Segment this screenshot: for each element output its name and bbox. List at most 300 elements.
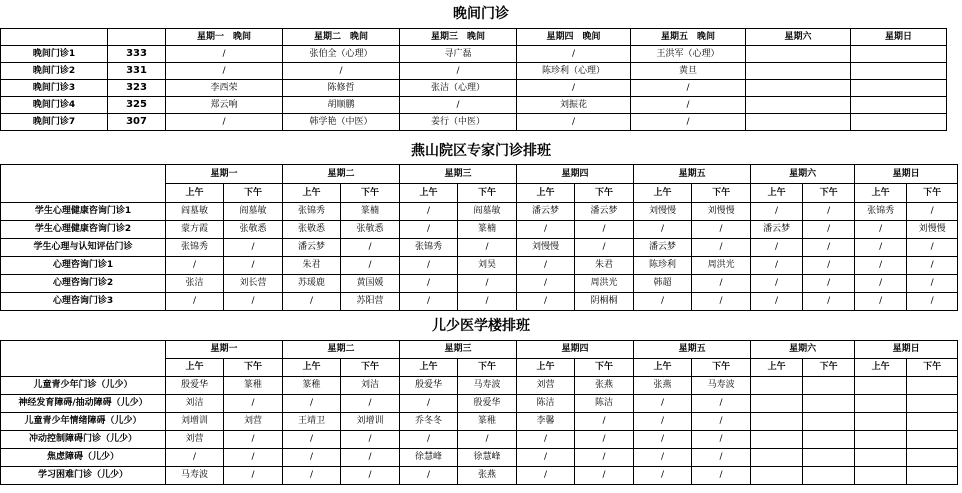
day-header: 星期三	[400, 341, 517, 359]
schedule-cell: /	[855, 293, 907, 311]
evening-clinic-title: 晚间门诊	[453, 6, 509, 22]
schedule-cell: /	[341, 257, 400, 275]
schedule-cell: 韩超	[634, 275, 692, 293]
day-header: 星期六	[751, 165, 855, 184]
schedule-cell: 周洪光	[692, 257, 751, 275]
table-row	[1, 395, 958, 413]
schedule-cell: /	[634, 467, 692, 485]
table-row	[1, 431, 958, 449]
schedule-cell: /	[458, 293, 517, 311]
schedule-cell: 张燕	[575, 377, 634, 395]
schedule-cell	[803, 467, 855, 485]
schedule-cell: /	[517, 257, 575, 275]
schedule-cell	[855, 377, 907, 395]
am-header: 上午	[855, 359, 907, 377]
schedule-cell: /	[907, 239, 958, 257]
am-header: 上午	[283, 184, 341, 203]
schedule-cell	[851, 97, 947, 114]
schedule-cell: /	[907, 203, 958, 221]
schedule-cell: /	[803, 293, 855, 311]
schedule-cell: /	[283, 63, 400, 80]
pm-header: 下午	[458, 184, 517, 203]
schedule-cell: 马寿波	[692, 377, 751, 395]
day-header: 星期一 晚间	[166, 29, 283, 46]
schedule-cell: /	[400, 257, 458, 275]
schedule-cell: 马寿波	[458, 377, 517, 395]
schedule-cell: /	[400, 97, 517, 114]
schedule-cell	[851, 46, 947, 63]
schedule-cell: /	[400, 431, 458, 449]
clinic-name-cell: 学生心理健康咨询门诊2	[1, 221, 166, 239]
day-header: 星期二 晚间	[283, 29, 400, 46]
pm-header: 下午	[575, 184, 634, 203]
schedule-cell: 阴桐桐	[575, 293, 634, 311]
schedule-cell: /	[855, 257, 907, 275]
schedule-cell: /	[631, 114, 746, 131]
schedule-cell	[751, 431, 803, 449]
pm-header: 下午	[341, 184, 400, 203]
schedule-cell: /	[855, 275, 907, 293]
day-header-row	[1, 165, 958, 184]
schedule-cell: /	[224, 431, 283, 449]
schedule-cell	[851, 114, 947, 131]
am-header: 上午	[166, 359, 224, 377]
am-header: 上午	[751, 359, 803, 377]
schedule-cell: /	[692, 221, 751, 239]
schedule-cell	[803, 377, 855, 395]
schedule-cell: /	[692, 275, 751, 293]
pm-header: 下午	[692, 184, 751, 203]
schedule-cell: /	[751, 257, 803, 275]
schedule-cell: 张洁	[166, 275, 224, 293]
schedule-cell: 刘昊	[458, 257, 517, 275]
schedule-cell: /	[634, 293, 692, 311]
table-row	[1, 80, 947, 97]
clinic-name-cell: 晚间门诊7	[1, 114, 108, 131]
schedule-cell: /	[751, 239, 803, 257]
schedule-cell: /	[517, 275, 575, 293]
schedule-cell: /	[458, 275, 517, 293]
pm-header: 下午	[458, 359, 517, 377]
schedule-cell: /	[517, 293, 575, 311]
table-row	[1, 221, 958, 239]
yanshan-schedule-table	[0, 164, 958, 311]
schedule-cell: /	[751, 203, 803, 221]
schedule-cell: 阎墓敏	[458, 203, 517, 221]
evening-header-row	[1, 29, 947, 46]
schedule-cell: /	[400, 293, 458, 311]
schedule-cell: 韩学艳（中医）	[283, 114, 400, 131]
schedule-cell: 黄旦	[631, 63, 746, 80]
schedule-cell: 刘营	[166, 431, 224, 449]
schedule-cell: 篆楠	[458, 221, 517, 239]
schedule-cell	[746, 80, 851, 97]
schedule-cell: 朱君	[283, 257, 341, 275]
schedule-cell: /	[803, 257, 855, 275]
schedule-cell: /	[575, 467, 634, 485]
schedule-cell: /	[751, 293, 803, 311]
schedule-cell: /	[907, 257, 958, 275]
schedule-cell: /	[634, 431, 692, 449]
schedule-cell	[855, 467, 907, 485]
schedule-cell: 陈珍利（心理）	[517, 63, 631, 80]
am-header: 上午	[634, 184, 692, 203]
schedule-cell: 殷爱华	[166, 377, 224, 395]
clinic-name-cell: 儿童青少年情绪障碍（儿少）	[1, 413, 166, 431]
schedule-cell: /	[575, 431, 634, 449]
schedule-cell: 阎墓敏	[166, 203, 224, 221]
schedule-cell: /	[166, 449, 224, 467]
schedule-cell: /	[166, 46, 283, 63]
clinic-name-cell: 心理咨询门诊1	[1, 257, 166, 275]
schedule-cell: 苏瑗鹿	[283, 275, 341, 293]
schedule-cell: 刘增训	[341, 413, 400, 431]
schedule-cell: /	[341, 467, 400, 485]
day-header: 星期二	[283, 341, 400, 359]
day-header: 星期日	[851, 29, 947, 46]
schedule-cell: /	[224, 449, 283, 467]
schedule-cell: 郑云响	[166, 97, 283, 114]
room-number-cell: 325	[108, 97, 166, 114]
table-row	[1, 377, 958, 395]
day-header: 星期三	[400, 165, 517, 184]
day-header: 星期日	[855, 341, 958, 359]
schedule-cell	[851, 80, 947, 97]
schedule-cell	[751, 413, 803, 431]
yanshan-schedule-title: 燕山院区专家门诊排班	[411, 143, 551, 159]
schedule-cell: 寻广磊	[400, 46, 517, 63]
schedule-cell: 张燕	[634, 377, 692, 395]
schedule-cell: /	[692, 431, 751, 449]
am-header: 上午	[283, 359, 341, 377]
schedule-cell: 蒙方霞	[166, 221, 224, 239]
schedule-cell: 刘营	[224, 413, 283, 431]
schedule-cell: 张敬悉	[224, 221, 283, 239]
day-header: 星期四	[517, 341, 634, 359]
table-row	[1, 203, 958, 221]
schedule-cell: 张锦秀	[166, 239, 224, 257]
schedule-cell: /	[283, 449, 341, 467]
clinic-name-cell: 儿童青少年门诊（儿少）	[1, 377, 166, 395]
schedule-cell: 刘慢慢	[692, 203, 751, 221]
schedule-cell: 刘营	[517, 377, 575, 395]
schedule-cell: 乔冬冬	[400, 413, 458, 431]
schedule-cell	[751, 395, 803, 413]
schedule-cell: /	[283, 431, 341, 449]
clinic-name-cell: 焦虑障碍（儿少）	[1, 449, 166, 467]
schedule-cell	[907, 377, 958, 395]
schedule-cell: 姜行（中医）	[400, 114, 517, 131]
schedule-cell: 徐慧峰	[458, 449, 517, 467]
schedule-cell: 刘洁	[341, 377, 400, 395]
schedule-cell: /	[517, 46, 631, 63]
am-header: 上午	[400, 184, 458, 203]
schedule-cell: 李馨	[517, 413, 575, 431]
schedule-cell: 张锦秀	[855, 203, 907, 221]
schedule-cell: /	[283, 293, 341, 311]
corner-cell	[1, 165, 166, 203]
clinic-name-cell: 晚间门诊1	[1, 46, 108, 63]
schedule-cell: 篆稚	[458, 413, 517, 431]
room-number-cell: 323	[108, 80, 166, 97]
schedule-cell: 刘增训	[166, 413, 224, 431]
schedule-cell: /	[634, 221, 692, 239]
pm-header: 下午	[803, 359, 855, 377]
clinic-name-cell: 心理咨询门诊2	[1, 275, 166, 293]
schedule-cell: 潘云梦	[634, 239, 692, 257]
table-row	[1, 63, 947, 80]
schedule-cell: 马寿波	[166, 467, 224, 485]
schedule-cell: 张敬悉	[283, 221, 341, 239]
pm-header: 下午	[224, 184, 283, 203]
pm-header: 下午	[907, 184, 958, 203]
schedule-cell: /	[575, 239, 634, 257]
schedule-cell: /	[400, 221, 458, 239]
schedule-cell: /	[400, 395, 458, 413]
pm-header: 下午	[575, 359, 634, 377]
clinic-name-cell: 学生心理健康咨询门诊1	[1, 203, 166, 221]
schedule-cell: /	[634, 449, 692, 467]
children-schedule-title: 儿少医学楼排班	[432, 318, 530, 334]
schedule-cell: /	[634, 413, 692, 431]
schedule-cell: 周洪光	[575, 275, 634, 293]
schedule-cell	[746, 63, 851, 80]
day-header: 星期四 晚间	[517, 29, 631, 46]
am-header: 上午	[751, 184, 803, 203]
clinic-name-cell: 神经发育障碍/抽动障碍（儿少）	[1, 395, 166, 413]
room-number-cell: 333	[108, 46, 166, 63]
schedule-cell: /	[634, 395, 692, 413]
schedule-cell: /	[341, 431, 400, 449]
schedule-cell: 张伯全（心理）	[283, 46, 400, 63]
schedule-cell	[907, 467, 958, 485]
schedule-cell: /	[224, 257, 283, 275]
schedule-cell: /	[458, 239, 517, 257]
am-header: 上午	[517, 359, 575, 377]
schedule-cell: 张燕	[458, 467, 517, 485]
corner-cell	[1, 341, 166, 377]
pm-header: 下午	[692, 359, 751, 377]
schedule-cell	[907, 431, 958, 449]
table-row	[1, 114, 947, 131]
schedule-cell	[907, 413, 958, 431]
schedule-cell	[803, 431, 855, 449]
pm-header: 下午	[224, 359, 283, 377]
schedule-cell: 陈修哲	[283, 80, 400, 97]
pm-header: 下午	[907, 359, 958, 377]
table-row	[1, 46, 947, 63]
schedule-cell: 篆稚	[224, 377, 283, 395]
schedule-cell: 陈洁	[517, 395, 575, 413]
pm-header: 下午	[341, 359, 400, 377]
schedule-cell: /	[575, 221, 634, 239]
schedule-cell: /	[575, 449, 634, 467]
schedule-cell: 篆楠	[341, 203, 400, 221]
table-row	[1, 413, 958, 431]
table-row	[1, 467, 958, 485]
clinic-name-cell: 晚间门诊2	[1, 63, 108, 80]
table-row	[1, 449, 958, 467]
schedule-cell: 刘长营	[224, 275, 283, 293]
schedule-cell: /	[458, 431, 517, 449]
schedule-cell: /	[517, 114, 631, 131]
day-header-row	[1, 341, 958, 359]
day-header: 星期一	[166, 165, 283, 184]
schedule-cell: 殷爱华	[400, 377, 458, 395]
schedule-cell: /	[517, 467, 575, 485]
am-header: 上午	[166, 184, 224, 203]
day-header: 星期二	[283, 165, 400, 184]
am-header: 上午	[634, 359, 692, 377]
schedule-cell: /	[631, 80, 746, 97]
schedule-cell: 苏阳营	[341, 293, 400, 311]
schedule-cell: /	[166, 257, 224, 275]
schedule-cell	[746, 114, 851, 131]
room-number-cell: 331	[108, 63, 166, 80]
schedule-cell	[751, 377, 803, 395]
schedule-cell	[751, 449, 803, 467]
schedule-cell: /	[751, 275, 803, 293]
schedule-cell: /	[907, 275, 958, 293]
schedule-cell: 朱君	[575, 257, 634, 275]
schedule-cell: /	[224, 467, 283, 485]
schedule-cell: /	[575, 413, 634, 431]
day-header: 星期日	[855, 165, 958, 184]
schedule-cell	[746, 46, 851, 63]
table-row	[1, 257, 958, 275]
am-header: 上午	[400, 359, 458, 377]
schedule-cell: 刘慢慢	[517, 239, 575, 257]
schedule-cell: 张锦秀	[400, 239, 458, 257]
schedule-cell: /	[631, 97, 746, 114]
schedule-cell: /	[224, 293, 283, 311]
clinic-name-cell: 学习困难门诊（儿少）	[1, 467, 166, 485]
schedule-cell: /	[400, 275, 458, 293]
schedule-cell	[907, 395, 958, 413]
schedule-cell: 刘慢慢	[634, 203, 692, 221]
schedule-cell	[803, 413, 855, 431]
schedule-cell: /	[400, 467, 458, 485]
room-header-cell	[108, 29, 166, 46]
schedule-cell: /	[517, 449, 575, 467]
schedule-cell: /	[166, 114, 283, 131]
table-row	[1, 97, 947, 114]
schedule-cell: 黄国媛	[341, 275, 400, 293]
schedule-cell: /	[692, 467, 751, 485]
corner-cell	[1, 29, 108, 46]
schedule-cell: 张锦秀	[283, 203, 341, 221]
schedule-cell	[907, 449, 958, 467]
day-header: 星期五	[634, 341, 751, 359]
schedule-cell: /	[283, 395, 341, 413]
schedule-cell: 潘云梦	[751, 221, 803, 239]
schedule-cell: /	[803, 239, 855, 257]
schedule-cell: 篆稚	[283, 377, 341, 395]
schedule-cell: /	[855, 239, 907, 257]
day-header: 星期六	[751, 341, 855, 359]
schedule-cell: 徐慧峰	[400, 449, 458, 467]
schedule-cell: /	[855, 221, 907, 239]
schedule-cell: /	[803, 203, 855, 221]
schedule-cell: 刘洁	[166, 395, 224, 413]
schedule-cell: /	[166, 63, 283, 80]
schedule-cell: 潘云梦	[517, 203, 575, 221]
schedule-cell: 刘振花	[517, 97, 631, 114]
schedule-cell: /	[803, 275, 855, 293]
schedule-cell	[855, 413, 907, 431]
schedule-cell: /	[224, 239, 283, 257]
schedule-cell: /	[166, 293, 224, 311]
schedule-cell	[855, 431, 907, 449]
schedule-cell: /	[692, 395, 751, 413]
schedule-cell: 刘慢慢	[907, 221, 958, 239]
schedule-cell: /	[341, 395, 400, 413]
day-header: 星期五 晚间	[631, 29, 746, 46]
am-header: 上午	[517, 184, 575, 203]
pm-header: 下午	[803, 184, 855, 203]
schedule-cell: /	[341, 449, 400, 467]
schedule-cell	[746, 97, 851, 114]
schedule-cell: 潘云梦	[283, 239, 341, 257]
table-row	[1, 239, 958, 257]
schedule-cell	[851, 63, 947, 80]
clinic-name-cell: 学生心理与认知评估门诊	[1, 239, 166, 257]
schedule-cell: 王靖卫	[283, 413, 341, 431]
schedule-cell: 殷爱华	[458, 395, 517, 413]
room-number-cell: 307	[108, 114, 166, 131]
schedule-cell: 胡顺鹏	[283, 97, 400, 114]
schedule-cell: /	[692, 449, 751, 467]
schedule-cell: 王洪军（心理）	[631, 46, 746, 63]
schedule-cell	[855, 395, 907, 413]
schedule-cell: /	[692, 239, 751, 257]
day-header: 星期三 晚间	[400, 29, 517, 46]
schedule-cell: 阎墓敏	[224, 203, 283, 221]
clinic-name-cell: 冲动控制障碍门诊（儿少）	[1, 431, 166, 449]
schedule-cell: /	[517, 221, 575, 239]
schedule-cell: /	[283, 467, 341, 485]
schedule-cell: /	[400, 203, 458, 221]
schedule-cell	[751, 467, 803, 485]
day-header: 星期一	[166, 341, 283, 359]
schedule-cell: /	[341, 239, 400, 257]
schedule-cell: 陈洁	[575, 395, 634, 413]
schedule-cell: /	[803, 221, 855, 239]
clinic-name-cell: 晚间门诊3	[1, 80, 108, 97]
schedule-cell: /	[400, 63, 517, 80]
schedule-cell: /	[517, 80, 631, 97]
table-row	[1, 275, 958, 293]
schedule-cell	[803, 395, 855, 413]
clinic-name-cell: 心理咨询门诊3	[1, 293, 166, 311]
day-header: 星期四	[517, 165, 634, 184]
day-header: 星期六	[746, 29, 851, 46]
clinic-name-cell: 晚间门诊4	[1, 97, 108, 114]
day-header: 星期五	[634, 165, 751, 184]
schedule-cell: 陈珍利	[634, 257, 692, 275]
schedule-cell: 潘云梦	[575, 203, 634, 221]
schedule-cell: /	[517, 431, 575, 449]
schedule-cell: /	[224, 395, 283, 413]
children-schedule-table	[0, 340, 958, 485]
schedule-cell: /	[692, 293, 751, 311]
schedule-cell: 张洁（心理）	[400, 80, 517, 97]
schedule-cell	[803, 449, 855, 467]
evening-clinic-table	[0, 28, 947, 131]
schedule-cell: /	[692, 413, 751, 431]
schedule-cell: /	[907, 293, 958, 311]
am-header: 上午	[855, 184, 907, 203]
